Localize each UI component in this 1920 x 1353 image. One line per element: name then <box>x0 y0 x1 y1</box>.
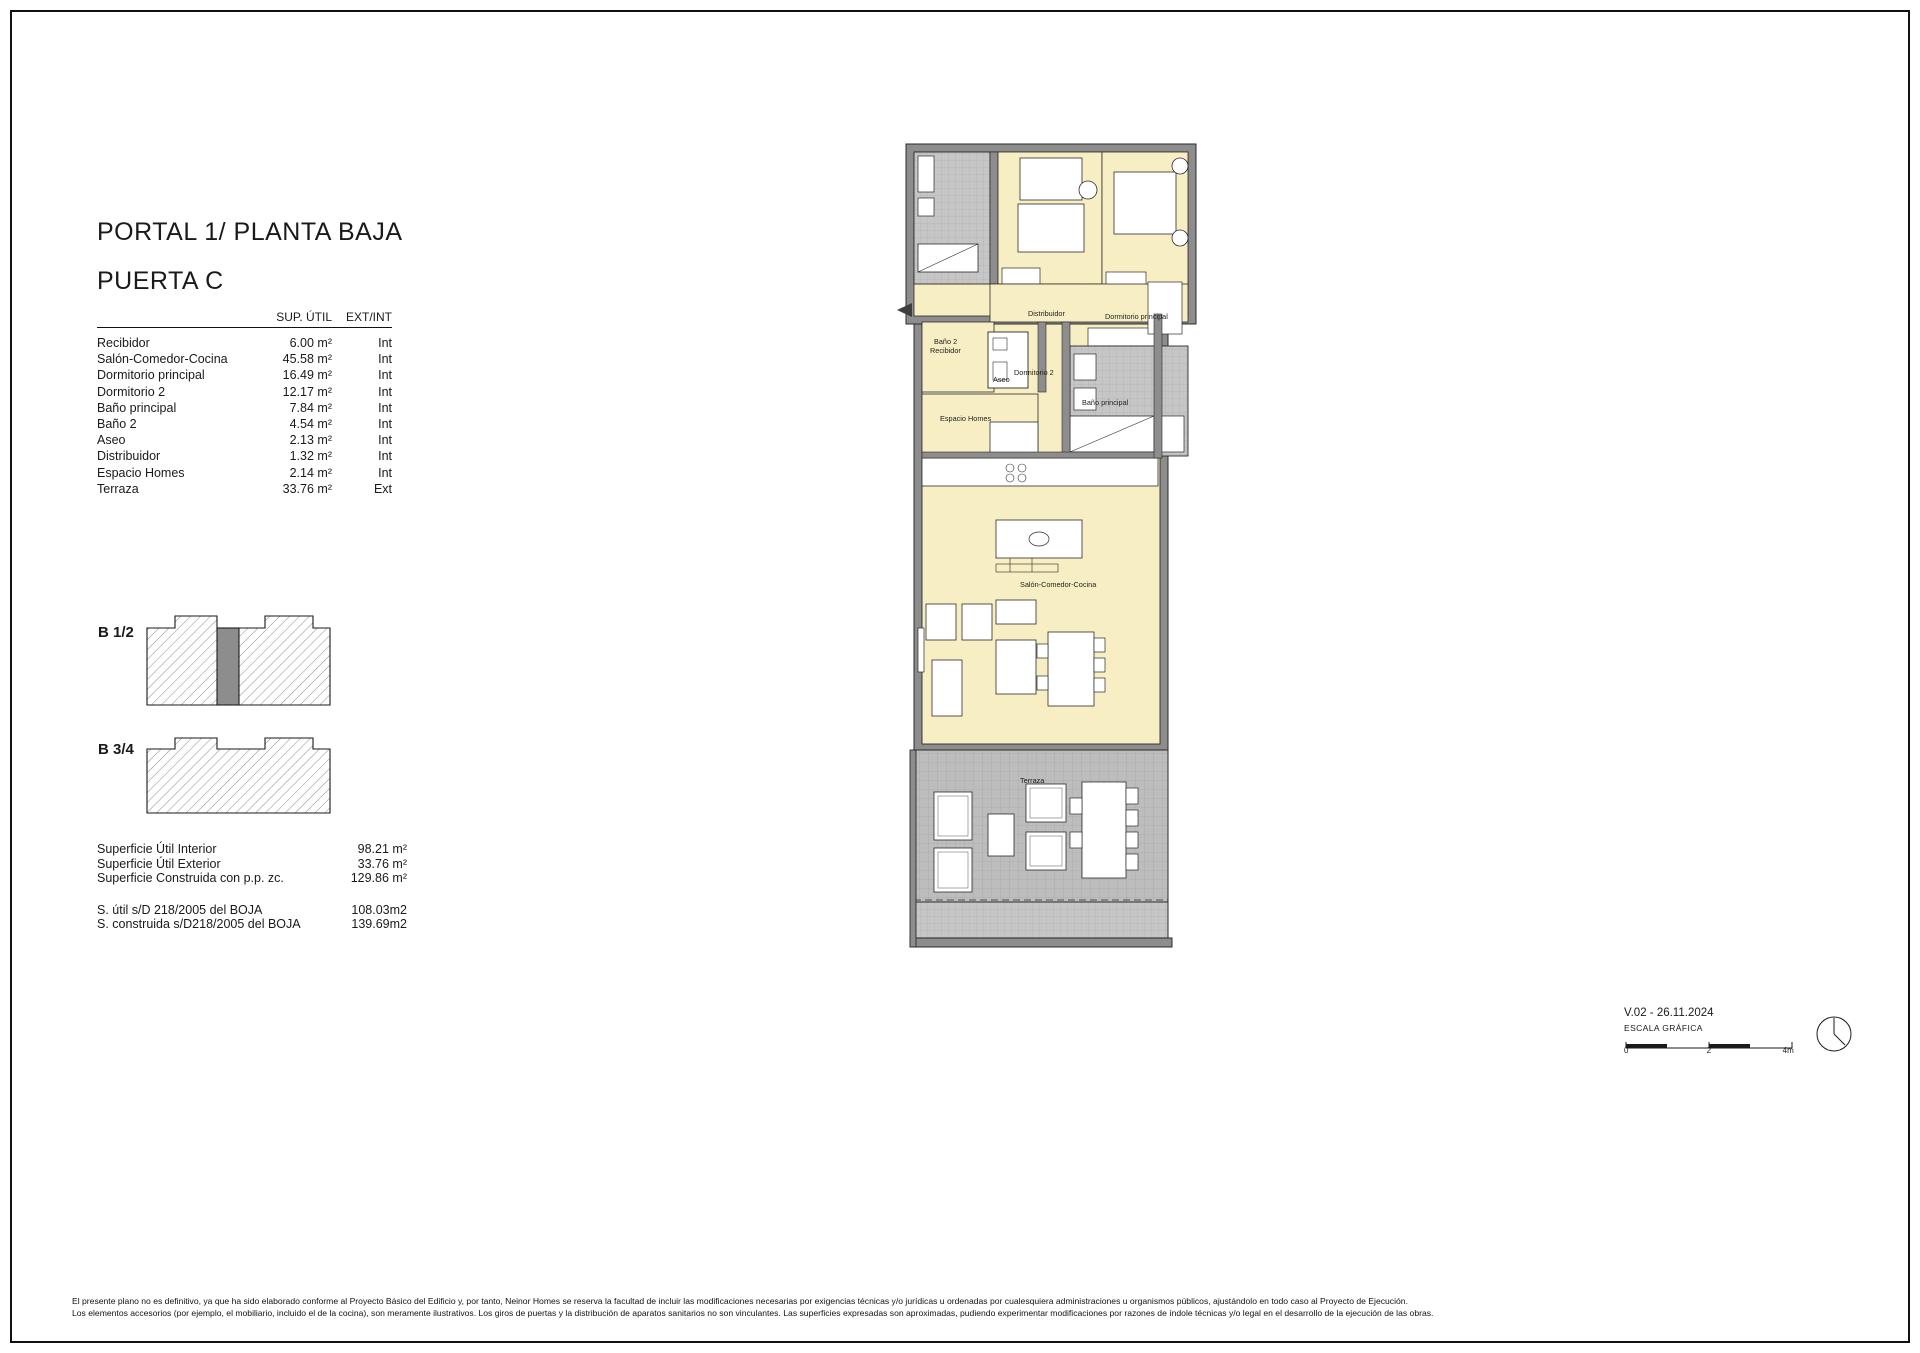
disclaimer-line-2: Los elementos accesorios (por ejemplo, el mobiliario, incluido el de la cocina), son meramente ilustrativos. Los giros de puertas y la distribución de aparatos sanitarios no son vinculantes. Las superficies expresadas son aproximadas, pudiendo experimentar modificaciones por razones de índole técnicas y/o legal en el desarrollo de la ejecución de las obras. <box>72 1308 1434 1318</box>
scale-tick-2: 4m <box>1782 1046 1794 1055</box>
room-label-distribuidor: Distribuidor <box>1028 309 1065 318</box>
room-label-bano-principal: Baño principal <box>1082 398 1129 407</box>
area-header-extint: EXT/INT <box>345 310 392 324</box>
drawing-sheet <box>10 10 1910 1343</box>
room-name: Recibidor <box>97 336 150 351</box>
room-name: Distribuidor <box>97 449 161 464</box>
boja-label: S. construida s/D218/2005 del BOJA <box>97 917 301 932</box>
room-label-bano2: Baño 2 <box>934 337 958 346</box>
table-row <box>97 367 392 383</box>
total-row <box>97 857 407 872</box>
total-label: Superficie Construida con p.p. zc. <box>97 871 284 886</box>
totals-block <box>97 842 407 932</box>
room-name: Baño principal <box>97 400 177 415</box>
room-label-salon: Salón-Comedor-Cocina <box>1020 580 1097 589</box>
table-row <box>97 416 392 432</box>
scale-tick-1: 2 <box>1706 1046 1712 1055</box>
room-surface: 6.00 m² <box>289 336 332 351</box>
room-name: Baño 2 <box>97 417 137 432</box>
total-value: 33.76 m² <box>357 856 407 871</box>
disclaimer-line-1: El presente plano no es definitivo, ya que ha sido elaborado conforme al Proyecto Básico del Edificio y, por tanto, Neinor Homes se reserva la facultad de incluir las modificaciones necesarias por exigencias técnicas y/o jurídicas u ordenadas por cualesquiera administraciones u organismos públicos, ajustándolo en todo caso al Proyecto de Ejecución. <box>72 1296 1408 1306</box>
room-surface: 2.14 m² <box>289 465 332 480</box>
room-extint: Int <box>378 449 392 464</box>
room-extint: Int <box>378 417 392 432</box>
room-extint: Int <box>378 352 392 367</box>
room-label-dormitorio2: Dormitorio 2 <box>1014 368 1054 377</box>
room-name: Espacio Homes <box>97 465 185 480</box>
table-row <box>97 400 392 416</box>
room-extint: Ext <box>373 481 392 496</box>
total-label: Superficie Útil Interior <box>97 842 217 857</box>
area-table-header <box>97 310 392 328</box>
version-label: V.02 - 26.11.2024 <box>1624 1007 1714 1019</box>
room-extint: Int <box>378 384 392 399</box>
page-title: PORTAL 1/ PLANTA BAJA <box>97 218 403 246</box>
total-row <box>97 842 407 857</box>
boja-value: 139.69m2 <box>351 917 407 932</box>
boja-label: S. útil s/D 218/2005 del BOJA <box>97 902 263 917</box>
room-extint: Int <box>378 465 392 480</box>
scale-tick-0: 0 <box>1624 1046 1629 1055</box>
room-surface: 12.17 m² <box>282 384 332 399</box>
total-label: Superficie Útil Exterior <box>97 856 221 871</box>
table-row <box>97 448 392 464</box>
table-row <box>97 384 392 400</box>
room-name: Aseo <box>97 433 126 448</box>
disclaimer <box>72 1295 1862 1319</box>
boja-row <box>97 903 407 918</box>
total-row <box>97 871 407 886</box>
room-extint: Int <box>378 400 392 415</box>
key-plan-lower <box>145 735 332 815</box>
room-surface: 7.84 m² <box>289 400 332 415</box>
room-name: Salón-Comedor-Cocina <box>97 352 228 367</box>
room-name: Dormitorio principal <box>97 368 205 383</box>
room-surface: 2.13 m² <box>289 433 332 448</box>
area-header-name <box>97 310 237 324</box>
total-value: 129.86 m² <box>350 871 407 886</box>
room-extint: Int <box>378 368 392 383</box>
area-header-surface: SUP. ÚTIL <box>276 310 332 324</box>
boja-row <box>97 917 407 932</box>
room-surface: 4.54 m² <box>289 417 332 432</box>
room-label-aseo: Aseo <box>993 375 1010 384</box>
key-plan-upper <box>145 612 332 707</box>
room-name: Dormitorio 2 <box>97 384 166 399</box>
room-label-espacio-homes: Espacio Homes <box>940 414 992 423</box>
scale-title: ESCALA GRÁFICA <box>1624 1023 1703 1033</box>
key-plan-upper-label: B 1/2 <box>98 624 134 641</box>
room-label-recibidor: Recibidor <box>930 346 961 355</box>
room-extint: Int <box>378 336 392 351</box>
area-table <box>97 310 392 497</box>
table-row <box>97 432 392 448</box>
page-subtitle: PUERTA C <box>97 267 224 295</box>
table-row <box>97 465 392 481</box>
boja-value: 108.03m2 <box>351 902 407 917</box>
room-surface: 1.32 m² <box>289 449 332 464</box>
room-label-terraza: Terraza <box>1020 776 1045 785</box>
room-surface: 16.49 m² <box>282 368 332 383</box>
table-row <box>97 481 392 497</box>
table-row <box>97 351 392 367</box>
total-value: 98.21 m² <box>357 842 407 857</box>
room-name: Terraza <box>97 481 139 496</box>
floor-plan <box>892 132 1232 962</box>
key-plan-lower-label: B 3/4 <box>98 741 134 758</box>
table-row <box>97 335 392 351</box>
north-arrow-icon <box>1812 1012 1856 1056</box>
room-extint: Int <box>378 433 392 448</box>
room-surface: 33.76 m² <box>282 481 332 496</box>
scale-tick-labels <box>1624 1046 1794 1055</box>
room-label-dormitorio-principal: Dormitorio principal <box>1105 312 1168 321</box>
room-surface: 45.58 m² <box>282 352 332 367</box>
